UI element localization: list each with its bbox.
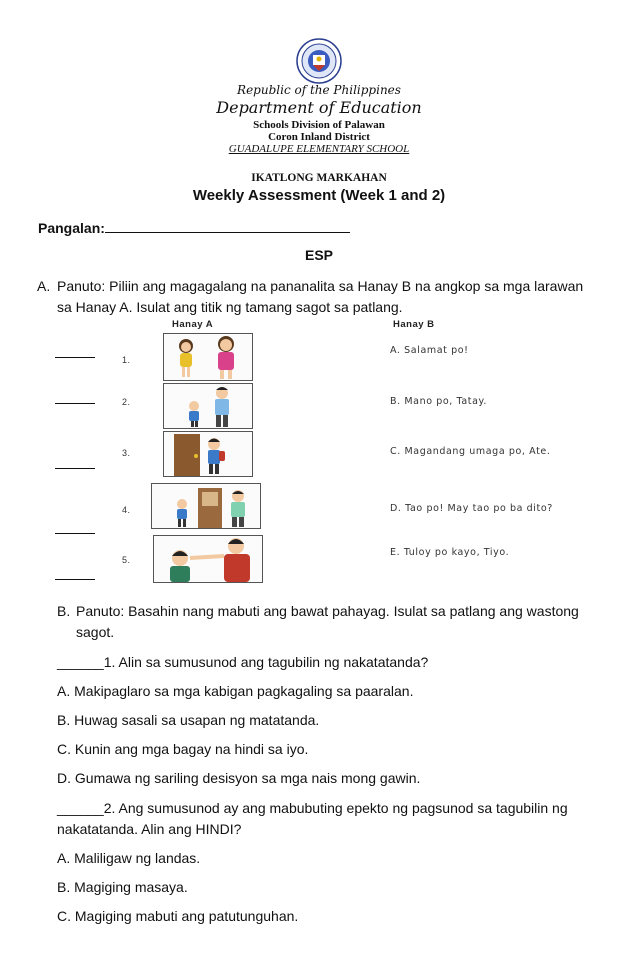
- part-a-instruction-2: sa Hanay A. Isulat ang titik ng tamang sagot sa patlang.: [57, 299, 403, 315]
- q1-option-c: C. Kunin ang mga bagay na hindi sa iyo.: [57, 741, 309, 757]
- uncle-blessing-picture: [153, 535, 263, 583]
- hanay-b-header: Hanay B: [393, 319, 435, 330]
- deped-seal-icon: [296, 38, 342, 84]
- name-label: Pangalan:: [38, 220, 105, 236]
- q1-option-d: D. Gumawa ng sariling desisyon sa mga nais mong gawin.: [57, 770, 421, 786]
- republic-text: Republic of the Philippines: [237, 83, 401, 97]
- subject-title: ESP: [304, 247, 333, 263]
- choice-e: E. Tuloy po kayo, Tiyo.: [390, 547, 510, 558]
- question-1-blank[interactable]: ______: [57, 654, 104, 670]
- question-2-text-1: 2. Ang sumusunod ay ang mabubuting epekto ng pagsunod sa tagubilin ng: [103, 800, 568, 816]
- question-1-text: 1. Alin sa sumusunod ang tagubilin ng nakatatanda?: [103, 654, 429, 670]
- question-2-text-2: nakatatanda. Alin ang HINDI?: [57, 821, 242, 837]
- part-b-instruction-2: sagot.: [76, 624, 115, 640]
- child-at-door-picture: [163, 431, 253, 477]
- item-number-4: 4.: [122, 505, 131, 515]
- choice-b: B. Mano po, Tatay.: [390, 396, 487, 407]
- choice-d: D. Tao po! May tao po ba dito?: [390, 503, 553, 514]
- school-text: GUADALUPE ELEMENTARY SCHOOL: [228, 143, 410, 155]
- question-1: [57, 652, 428, 673]
- district-text: Coron Inland District: [268, 131, 370, 143]
- division-text: Schools Division of Palawan: [253, 119, 385, 131]
- answer-blank-5[interactable]: [55, 579, 95, 580]
- answer-blank-3[interactable]: [55, 468, 95, 469]
- item-number-3: 3.: [122, 448, 131, 458]
- q2-option-a: A. Maliligaw ng landas.: [57, 850, 201, 866]
- girls-greeting-picture: [163, 333, 253, 381]
- answer-blank-2[interactable]: [55, 403, 95, 404]
- part-a-instruction-1: Panuto: Piliin ang magagalang na pananalita sa Hanay B na angkop sa mga larawan: [57, 278, 584, 294]
- answer-blank-4[interactable]: [55, 533, 95, 534]
- visitor-at-house-picture: [151, 483, 261, 529]
- q1-option-b: B. Huwag sasali sa usapan ng matatanda.: [57, 712, 320, 728]
- choice-a: A. Salamat po!: [390, 345, 469, 356]
- assessment-title: Weekly Assessment (Week 1 and 2): [192, 187, 446, 204]
- department-text: Department of Education: [216, 98, 422, 117]
- name-blank[interactable]: [105, 219, 350, 233]
- item-number-5: 5.: [122, 555, 131, 565]
- quarter-title: IKATLONG MARKAHAN: [251, 172, 387, 184]
- item-number-1: 1.: [122, 355, 131, 365]
- answer-blank-1[interactable]: [55, 357, 95, 358]
- deped-seal: [296, 38, 342, 84]
- item-number-2: 2.: [122, 397, 131, 407]
- question-2-blank[interactable]: ______: [57, 800, 104, 816]
- q2-option-c: C. Magiging mabuti ang patutunguhan.: [57, 908, 299, 924]
- part-b-marker: B.: [57, 603, 71, 619]
- child-father-picture: [163, 383, 253, 429]
- name-row: [38, 219, 350, 236]
- part-a-marker: A.: [37, 278, 51, 294]
- q2-option-b: B. Magiging masaya.: [57, 879, 188, 895]
- question-2: [57, 798, 568, 819]
- choice-c: C. Magandang umaga po, Ate.: [390, 446, 551, 457]
- q1-option-a: A. Makipaglaro sa mga kabigan pagkagaling sa paaralan.: [57, 683, 414, 699]
- part-b-instruction-1: Panuto: Basahin nang mabuti ang bawat pahayag. Isulat sa patlang ang wastong: [76, 603, 579, 619]
- hanay-a-header: Hanay A: [172, 319, 214, 330]
